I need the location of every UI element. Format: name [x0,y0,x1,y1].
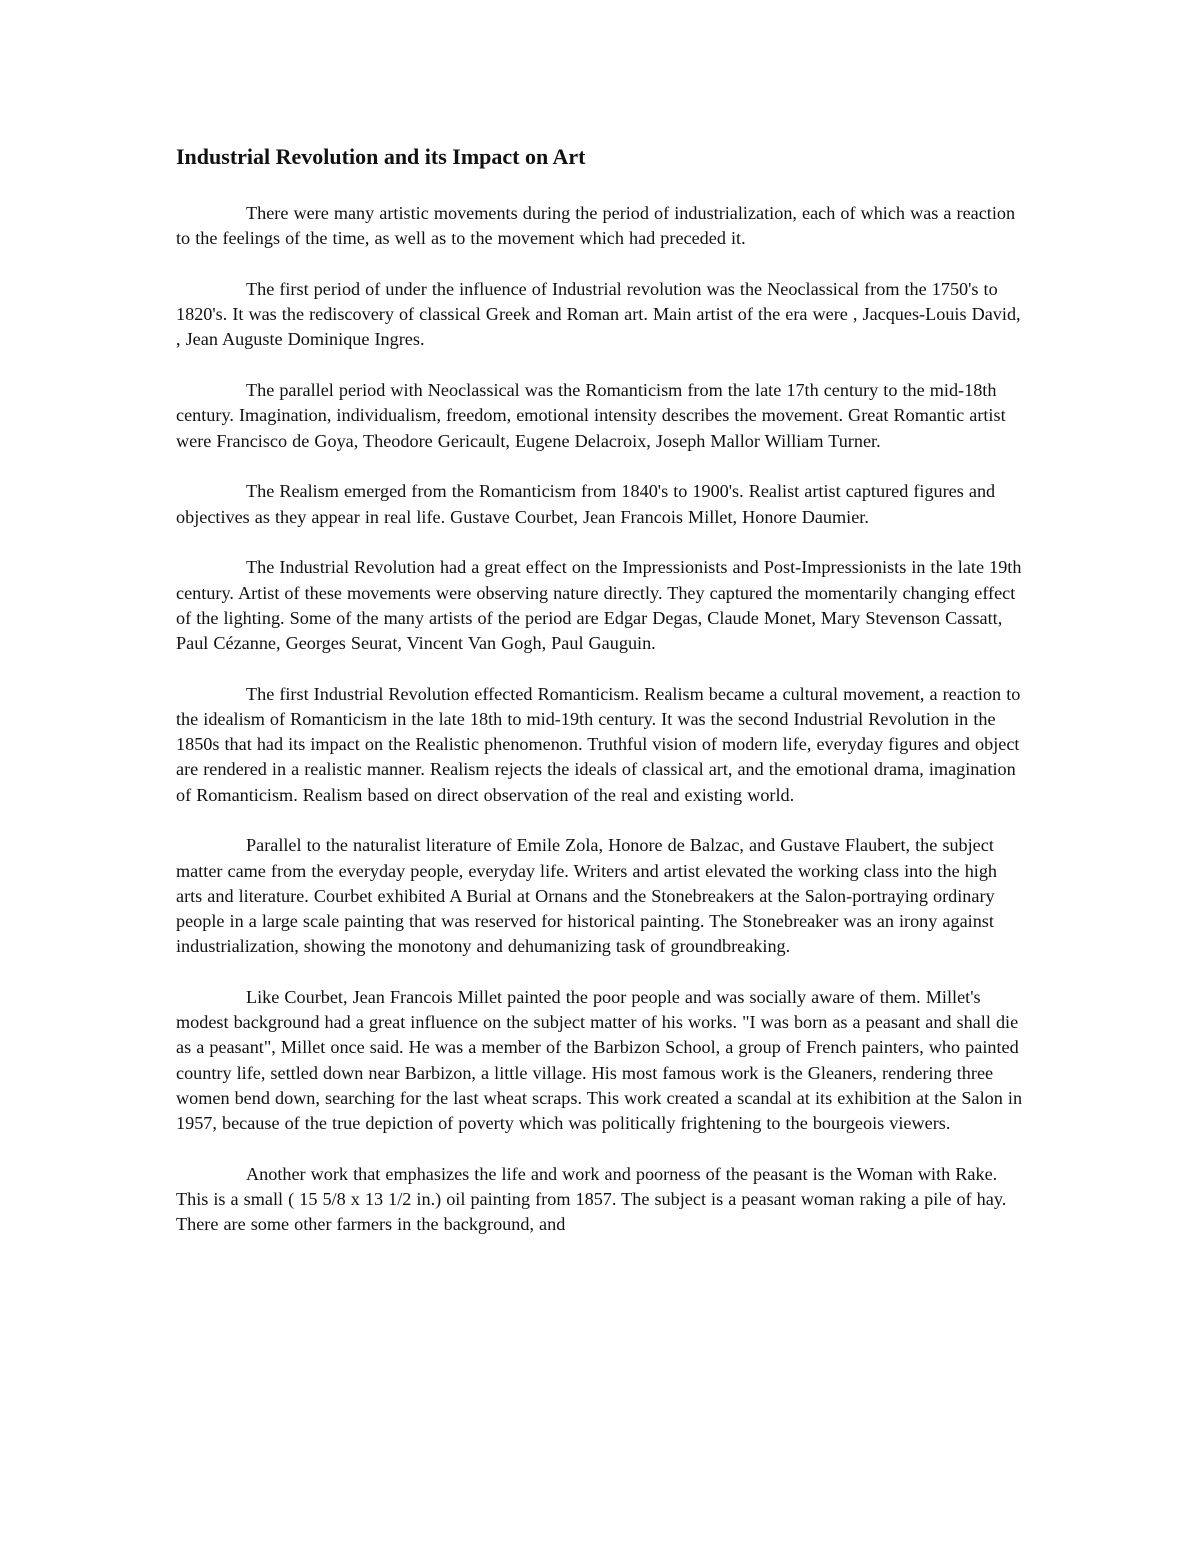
paragraph: The Realism emerged from the Romanticism from 1840's to 1900's. Realist artist captured figures and objectives as they appear in real life. Gustave Courbet, Jean Francois Millet, Honore Daumier. [176,481,996,527]
paragraph: Parallel to the naturalist literature of Emile Zola, Honore de Balzac, and Gustave Flaubert, the subject matter came from the everyday people, everyday life. Writers and artist elevated the working class into the high arts and literature. Courbet exhibited A Burial at Ornans and the Stonebreakers at the Salon-portraying ordinary people in a large scale painting that was reserved for historical painting. The Stonebreaker was an irony against industrialization, showing the monotony and dehumanizing task of groundbreaking. [176,835,998,957]
paragraph: Like Courbet, Jean Francois Millet painted the poor people and was socially aware of them. Millet's modest background had a great influence on the subject matter of his works. "I was born as a peasant and shall die as a peasant", Millet once said. He was a member of the Barbizon School, a group of French painters, who painted country life, settled down near Barbizon, a little village. His most famous work is the Gleaners, rendering three women bend down, searching for the last wheat scraps. This work created a scandal at its exhibition at the Salon in 1957, because of the true depiction of poverty which was politically frightening to the bourgeois viewers. [176,987,1023,1134]
paragraph: There were many artistic movements during the period of industrialization, each of which was a reaction to the feelings of the time, as well as to the movement which had preceded it. [176,203,1016,249]
paragraph: Another work that emphasizes the life and work and poorness of the peasant is the Woman with Rake. This is a small ( 15 5/8 x 13 1/2 in.) oil painting from 1857. The subject is a peasant woman raking a pile of hay. There are some other farmers in the background, and [176,1163,1007,1235]
paragraph: The parallel period with Neoclassical was the Romanticism from the late 17th century to the mid-18th century. Imagination, individualism, freedom, emotional intensity describes the movement. Great Romantic artist were Francisco de Goya, Theodore Gericault, Eugene Delacroix, Joseph Mallor William Turner. [176,380,1006,451]
document-title: Industrial Revolution and its Impact on Art [176,144,586,169]
paragraph: The first period of under the influence of Industrial revolution was the Neoclassical from the 1750's to 1820's. It was the rediscovery of classical Greek and Roman art. Main artist of the era were , Jacques-Louis David, , Jean Auguste Dominique Ingres. [176,279,1021,350]
document-body [176,142,1026,1263]
paragraph: The first Industrial Revolution effected Romanticism. Realism became a cultural movement, a reaction to the idealism of Romanticism in the late 18th to mid-19th century. It was the second Industrial Revolution in the 1850s that had its impact on the Realistic phenomenon. Truthful vision of modern life, everyday figures and object are rendered in a realistic manner. Realism rejects the ideals of classical art, and the emotional drama, imagination of Romanticism. Realism based on direct observation of the real and existing world. [176,683,1021,805]
paragraph: The Industrial Revolution had a great effect on the Impressionists and Post-Impressionists in the late 19th century. Artist of these movements were observing nature directly. They captured the momentarily changing effect of the lighting. Some of the many artists of the period are Edgar Degas, Claude Monet, Mary Stevenson Cassatt, Paul Cézanne, Georges Seurat, Vincent Van Gogh, Paul Gauguin. [176,557,1022,654]
